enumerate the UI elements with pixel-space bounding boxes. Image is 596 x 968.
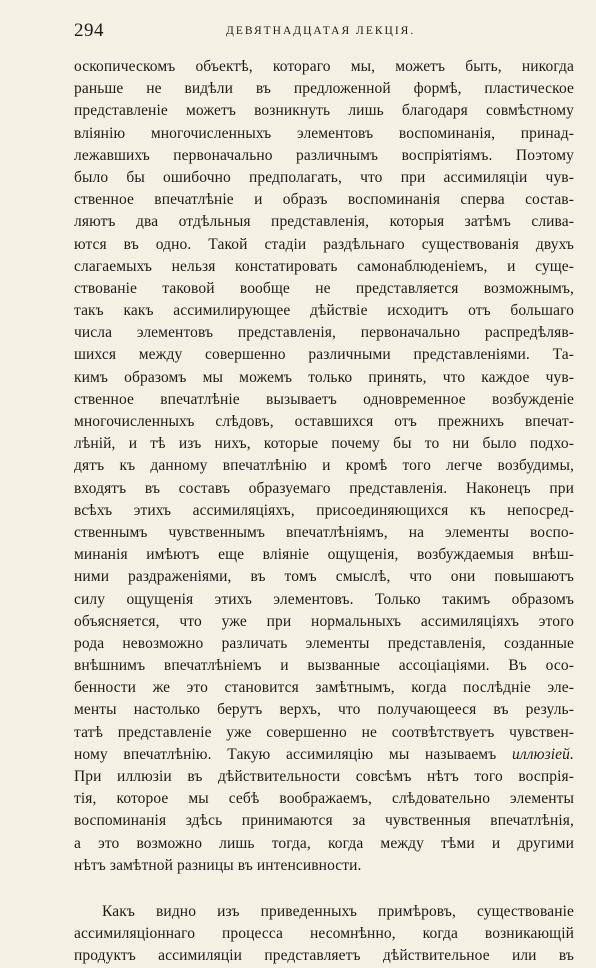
page-header	[74, 20, 574, 42]
text-line: татѣ представленіе уже совершенно не соотвѣтствуетъ чувствен-	[74, 723, 574, 741]
text-line: раньше не видѣли въ предложенной формѣ, пластическое	[74, 80, 574, 98]
emphasized-term: иллюзіей.	[512, 745, 574, 763]
text-line: а это возможно лишь тогда, когда между тѣми и другими	[74, 834, 574, 852]
text-line: было бы ошибочно предполагать, что при ассимиляціи чув-	[74, 168, 574, 186]
text-line: тія, которое мы себѣ воображаемъ, слѣдовательно элементы	[74, 790, 574, 808]
running-head: ДЕВЯТНАДЦАТАЯ ЛЕКЦІЯ.	[226, 25, 416, 37]
text-line	[74, 744, 574, 766]
paragraph-spacer	[74, 877, 574, 901]
text-line: ляютъ два отдѣльныя представленія, которыя затѣмъ слива-	[74, 213, 574, 231]
text-line: кимъ образомъ мы можемъ только принять, что каждое чув-	[74, 368, 574, 386]
text-line: вліянію многочисленныхъ элементовъ воспоминанія, принад-	[74, 124, 574, 142]
page-number: 294	[74, 20, 104, 41]
text-line: оскопическомъ объектѣ, котораго мы, можетъ быть, никогда	[74, 58, 574, 75]
paragraph-1	[74, 56, 574, 877]
text-line: При иллюзіи въ дѣйствительности совсѣмъ нѣтъ того воспрія-	[74, 768, 574, 785]
text-line: такъ какъ ассимилирующее дѣйствіе исходитъ отъ большаго	[74, 302, 574, 320]
text-line: шихся между совершенно различными представленіями. Та-	[74, 346, 574, 364]
text-line: ственное впечатлѣніе и образъ воспоминанія сперва состав-	[74, 191, 574, 209]
text-line: воспоминанія здѣсь принимаются за чувственныя впечатлѣнія,	[74, 812, 574, 830]
body-text	[74, 56, 574, 968]
text-line: ассимиляціоннаго процесса несомнѣнно, когда возникающій	[74, 925, 574, 943]
text-line: входятъ въ составъ образуемаго представленія. Наконецъ при	[74, 479, 574, 497]
text-line: ствованіе таковой вообще не представляется возможнымъ,	[74, 279, 574, 297]
text-line: представленіе можетъ возникнуть лишь благодаря совмѣстному	[74, 102, 574, 120]
text-line: внѣшнимъ впечатлѣніемъ и вызванные ассоціаціями. Въ осо-	[74, 657, 574, 675]
text-line: менты настолько берутъ верхъ, что получающееся въ резуль-	[74, 701, 574, 719]
text-line: многочисленныхъ слѣдовъ, оставшихся отъ прежнихъ впечат-	[74, 413, 574, 430]
text-line: ственное впечатлѣніе вызываетъ одновременное возбужденіе	[74, 390, 574, 408]
text-line: силу ощущенія этихъ элементовъ. Только такимъ образомъ	[74, 590, 574, 608]
text-line: ственнымъ чувственнымъ впечатлѣніямъ, на элементы воспо-	[74, 523, 574, 541]
text-line: минанія имѣютъ еще вліяніе ощущенія, возбуждаемыя внѣш-	[74, 546, 574, 564]
text-line: рода невозможно различать элементы представленія, созданные	[74, 634, 574, 652]
text-line: объясняется, что уже при нормальныхъ ассимиляціяхъ этого	[74, 612, 574, 630]
text-line: ними раздраженіями, въ томъ смыслѣ, что они повышаютъ	[74, 568, 574, 586]
text-line: лѣній, и тѣ изъ нихъ, которые почему бы то ни было подхо-	[74, 435, 574, 453]
text-line: нѣтъ замѣтной разницы въ интенсивности.	[74, 856, 362, 874]
text-line: числа элементовъ представленія, первоначально распредѣляв-	[74, 324, 574, 342]
text-line: слагаемыхъ нельзя констатировать самонаблюденіемъ, и суще-	[74, 257, 574, 275]
text-line: дятъ къ данному впечатлѣнію и кромѣ того легче возбудимы,	[74, 457, 574, 475]
text-line: ются въ одно. Такой стадіи раздѣльнаго существованія двухъ	[74, 235, 574, 253]
text-line: бенности же это становится замѣтнымъ, когда послѣдніе эле-	[74, 679, 574, 697]
paragraph-2	[74, 901, 574, 968]
text-line: Какъ видно изъ приведенныхъ примѣровъ, существованіе	[102, 902, 574, 920]
text-line: всѣхъ этихъ ассимиляціяхъ, присоединяющихся къ непосред-	[74, 501, 574, 519]
text-segment: ному впечатлѣнію. Такую ассимиляцію мы называемъ	[74, 745, 497, 763]
text-line: лежавшихъ первоначально различнымъ воспріятіямъ. Поэтому	[74, 146, 574, 164]
text-line: продуктъ ассимиляціи представляетъ дѣйствительное или въ	[74, 947, 574, 965]
